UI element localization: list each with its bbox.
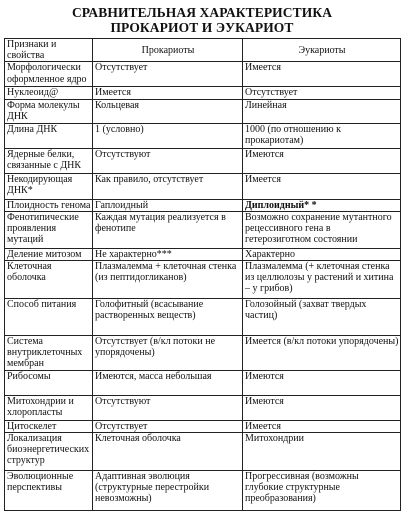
header-eukaryotes: Эукариоты xyxy=(243,39,401,62)
prokaryote-cell: Плазмалемма + клеточная стенка (из пептидогликанов) xyxy=(93,261,243,299)
eukaryote-cell: Характерно xyxy=(243,248,401,260)
eukaryote-cell: Голозойный (захват твердых частиц) xyxy=(243,299,401,336)
feature-cell: Локализация биоэнергетических структур xyxy=(5,432,93,470)
title-line-2: ПРОКАРИОТ И ЭУКАРИОТ xyxy=(110,20,294,35)
page-title xyxy=(0,5,404,35)
feature-cell: Цитоскелет xyxy=(5,420,93,432)
eukaryote-cell: Плазмалемма (+ клеточная стенка из целлюлозы у растений и хитина – у грибов) xyxy=(243,261,401,299)
prokaryote-cell: Голофитный (всасывание растворенных веществ) xyxy=(93,299,243,336)
eukaryote-cell: Имеется xyxy=(243,420,401,432)
table-row xyxy=(5,211,401,248)
prokaryote-cell: Адаптивная эволюция (структурные перестройки невозможны) xyxy=(93,470,243,510)
eukaryote-cell: Отсутствует xyxy=(243,87,401,99)
prokaryote-cell: Имеется xyxy=(93,87,243,99)
feature-cell: Некодирующая ДНК* xyxy=(5,173,93,199)
feature-cell: Нуклеоид@ xyxy=(5,87,93,99)
table-row xyxy=(5,199,401,211)
eukaryote-cell: Прогрессивная (возможны глубокие структурные преобразования) xyxy=(243,470,401,510)
table-row xyxy=(5,470,401,510)
table-row xyxy=(5,299,401,336)
feature-cell: Клеточная оболочка xyxy=(5,261,93,299)
feature-cell: Длина ДНК xyxy=(5,123,93,148)
feature-cell: Плоидность генома xyxy=(5,199,93,211)
feature-cell: Деление митозом xyxy=(5,248,93,260)
table-row xyxy=(5,148,401,173)
feature-cell: Фенотипические проявления мутаций xyxy=(5,211,93,248)
table-row xyxy=(5,87,401,99)
feature-cell: Митохондрии и хлоропласты xyxy=(5,395,93,420)
table-row xyxy=(5,173,401,199)
eukaryote-cell: Митохондрии xyxy=(243,432,401,470)
header-prokaryotes: Прокариоты xyxy=(93,39,243,62)
prokaryote-cell: Отсутствует xyxy=(93,62,243,87)
table-header-row xyxy=(5,39,401,62)
prokaryote-cell: Отсутствует (в/кл потоки не упорядочены) xyxy=(93,336,243,371)
feature-cell: Рибосомы xyxy=(5,370,93,395)
eukaryote-cell: Линейная xyxy=(243,99,401,123)
eukaryote-cell: Имеются xyxy=(243,370,401,395)
feature-cell: Эволюционные перспективы xyxy=(5,470,93,510)
table-row xyxy=(5,370,401,395)
feature-cell: Способ питания xyxy=(5,299,93,336)
table-row xyxy=(5,336,401,371)
header-features: Признаки и свойства xyxy=(5,39,93,62)
prokaryote-cell: Как правило, отсутствует xyxy=(93,173,243,199)
table-row xyxy=(5,395,401,420)
table-row xyxy=(5,248,401,260)
table-row xyxy=(5,261,401,299)
prokaryote-cell: Каждая мутация реализуется в фенотипе xyxy=(93,211,243,248)
table-row xyxy=(5,432,401,470)
table-row xyxy=(5,123,401,148)
eukaryote-cell: Имеются xyxy=(243,395,401,420)
table-row xyxy=(5,99,401,123)
prokaryote-cell: 1 (условно) xyxy=(93,123,243,148)
comparison-table xyxy=(4,38,401,511)
eukaryote-cell: Возможно сохранение мутантного рецессивного гена в гетерозиготном состоянии xyxy=(243,211,401,248)
prokaryote-cell: Кольцевая xyxy=(93,99,243,123)
feature-cell: Морфологически оформленное ядро xyxy=(5,62,93,87)
table-row xyxy=(5,420,401,432)
eukaryote-cell: Имеется xyxy=(243,173,401,199)
eukaryote-cell: Диплоидный* * xyxy=(243,199,401,211)
feature-cell: Ядерные белки, связанные с ДНК xyxy=(5,148,93,173)
feature-cell: Система внутриклеточных мембран xyxy=(5,336,93,371)
eukaryote-cell: Имеются xyxy=(243,148,401,173)
prokaryote-cell: Не характерно*** xyxy=(93,248,243,260)
prokaryote-cell: Имеются, масса небольшая xyxy=(93,370,243,395)
prokaryote-cell: Отсутствуют xyxy=(93,395,243,420)
table-row xyxy=(5,62,401,87)
prokaryote-cell: Гаплоидный xyxy=(93,199,243,211)
prokaryote-cell: Отсутствует xyxy=(93,420,243,432)
eukaryote-cell: Имеется (в/кл потоки упорядочены) xyxy=(243,336,401,371)
feature-cell: Форма молекулы ДНК xyxy=(5,99,93,123)
eukaryote-cell: 1000 (по отношению к прокариотам) xyxy=(243,123,401,148)
prokaryote-cell: Клеточная оболочка xyxy=(93,432,243,470)
eukaryote-cell: Имеется xyxy=(243,62,401,87)
title-line-1: СРАВНИТЕЛЬНАЯ ХАРАКТЕРИСТИКА xyxy=(71,5,333,20)
prokaryote-cell: Отсутствуют xyxy=(93,148,243,173)
